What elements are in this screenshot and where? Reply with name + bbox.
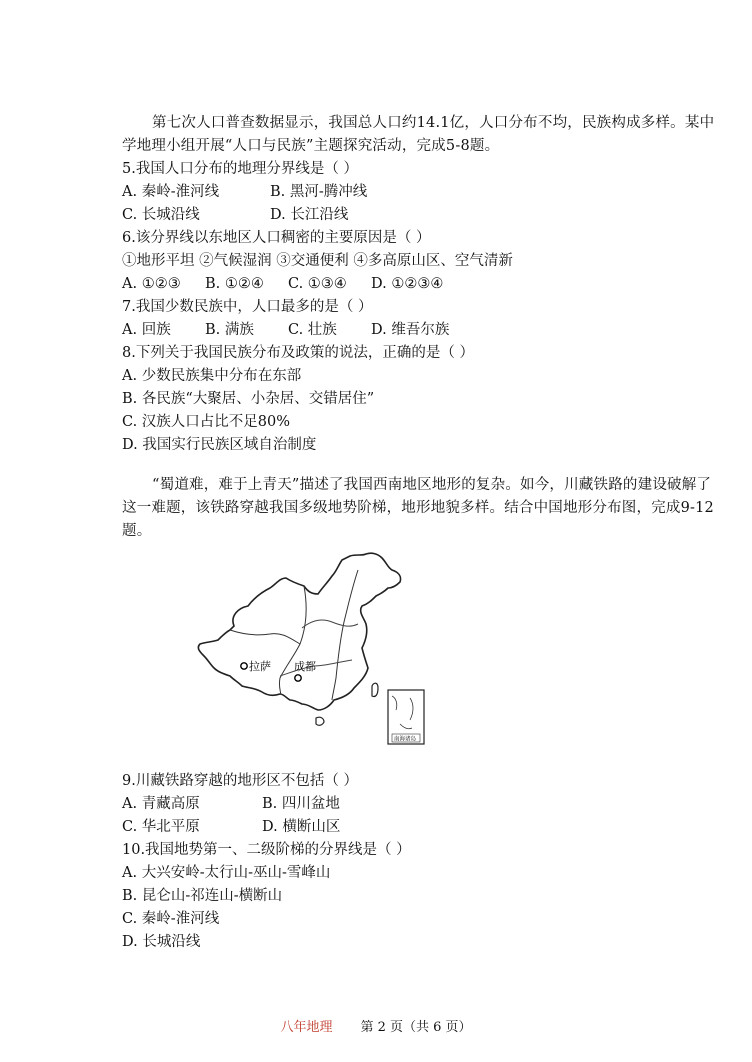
inset-label: 南海诸岛	[394, 736, 417, 743]
q5-option-c[interactable]: C. 长城沿线	[122, 207, 200, 223]
q5-options-row2	[122, 204, 348, 226]
river-yangtze	[280, 660, 352, 676]
chengdu-label: 成都	[294, 660, 316, 673]
plateau-boundary	[230, 630, 300, 644]
q9-options-row2	[122, 816, 340, 838]
q9-option-c[interactable]: C. 华北平原	[122, 819, 200, 835]
q6-option-c[interactable]: C. ①③④	[288, 276, 347, 292]
q8-option-a[interactable]: A. 少数民族集中分布在东部	[122, 368, 302, 384]
q9-options-row1	[122, 793, 340, 815]
china-outline	[198, 553, 400, 710]
q7-option-c[interactable]: C. 壮族	[288, 322, 337, 338]
q5-option-a[interactable]: A. 秦岭-淮河线	[122, 184, 220, 200]
q7-option-a[interactable]: A. 回族	[122, 322, 171, 338]
footer-page-info: 第 2 页（共 6 页）	[360, 1020, 472, 1035]
river-yellow	[302, 620, 358, 628]
q6-stem: 6.该分界线以东地区人口稠密的主要原因是（ ）	[122, 230, 431, 246]
q7-option-d[interactable]: D. 维吾尔族	[371, 322, 450, 338]
passage-railway-text: “蜀道难，难于上青天”描述了我国西南地区地形的复杂。如今，川藏铁路的建设破解了这一难题，该铁路穿越我国多级地势阶梯，地形地貌多样。结合中国地形分布图，完成9-12题。	[122, 477, 714, 539]
lhasa-marker	[241, 663, 247, 669]
q5-option-b[interactable]: B. 黑河-腾冲线	[270, 184, 368, 200]
chengdu-marker	[295, 675, 301, 681]
passage-railway	[122, 474, 717, 543]
footer-subject: 八年地理	[280, 1020, 333, 1035]
china-terrain-map	[182, 548, 442, 748]
lhasa-label: 拉萨	[249, 660, 271, 673]
q7-options	[122, 319, 449, 341]
q7-option-b[interactable]: B. 满族	[205, 322, 254, 338]
q10-option-b[interactable]: B. 昆仑山-祁连山-横断山	[122, 888, 283, 904]
q9-option-d[interactable]: D. 横断山区	[262, 819, 341, 835]
q9-option-b[interactable]: B. 四川盆地	[262, 796, 340, 812]
q6-options	[122, 273, 443, 295]
q7-stem: 7.我国少数民族中，人口最多的是（ ）	[122, 299, 373, 315]
terrain-step-line-2	[332, 570, 358, 700]
q6-items: ①地形平坦 ②气候湿润 ③交通便利 ④多高原山区、空气清新	[122, 253, 513, 269]
q10-option-c[interactable]: C. 秦岭-淮河线	[122, 911, 220, 927]
q8-stem: 8.下列关于我国民族分布及政策的说法，正确的是（ ）	[122, 345, 474, 361]
q10-option-a[interactable]: A. 大兴安岭-太行山-巫山-雪峰山	[122, 865, 331, 881]
q5-stem: 5.我国人口分布的地理分界线是（ ）	[122, 161, 358, 177]
q10-option-d[interactable]: D. 长城沿线	[122, 934, 201, 950]
q6-option-d[interactable]: D. ①②③④	[371, 276, 444, 292]
q9-option-a[interactable]: A. 青藏高原	[122, 796, 200, 812]
q8-option-d[interactable]: D. 我国实行民族区域自治制度	[122, 437, 317, 453]
passage-population-text: 第七次人口普查数据显示，我国总人口约14.1亿，人口分布不均，民族构成多样。某中学地理小组开展“人口与民族”主题探究活动，完成5-8题。	[122, 115, 715, 154]
passage-population	[122, 112, 717, 158]
q8-option-b[interactable]: B. 各民族“大聚居、小杂居、交错居住”	[122, 391, 375, 407]
q5-options-row1	[122, 181, 367, 203]
q9-stem: 9.川藏铁路穿越的地形区不包括（ ）	[122, 773, 358, 789]
q8-option-c[interactable]: C. 汉族人口占比不足80%	[122, 414, 291, 430]
q5-option-d[interactable]: D. 长江沿线	[270, 207, 349, 223]
taiwan-island	[372, 683, 378, 696]
q10-stem: 10.我国地势第一、二级阶梯的分界线是（ ）	[122, 842, 411, 858]
q6-option-b[interactable]: B. ①②④	[205, 276, 264, 292]
hainan-island	[316, 717, 324, 725]
page-footer	[0, 1016, 752, 1035]
china-map-svg	[182, 548, 442, 748]
q6-option-a[interactable]: A. ①②③	[122, 276, 181, 292]
